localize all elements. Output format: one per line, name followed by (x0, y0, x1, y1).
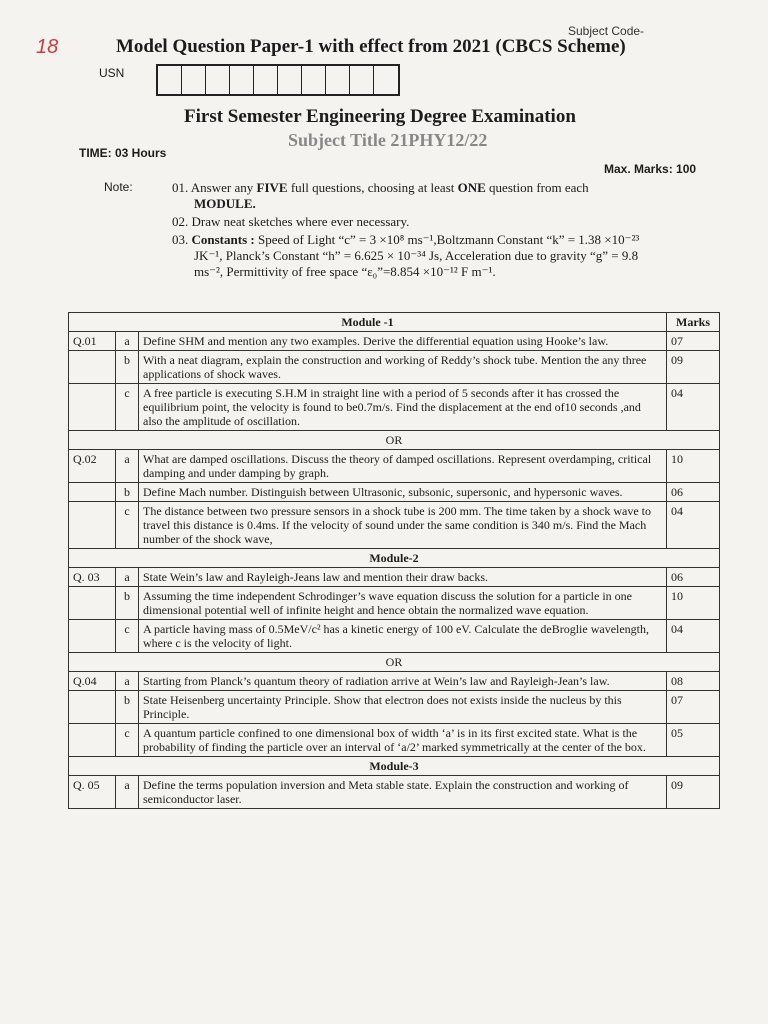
question-number: Q. 05 (69, 776, 116, 809)
module-heading-row (69, 757, 720, 776)
question-text: Starting from Planck’s quantum theory of radiation arrive at Wein’s law and Rayleigh-Jean’s law. (139, 672, 667, 691)
question-marks: 04 (667, 620, 720, 653)
question-text: The distance between two pressure sensors in a shock tube is 200 mm. The time taken by a shock wave to travel this distance is 0.4ms. If the velocity of sound under the same condition is 340 m/s. Find the Mach number of the shock wave, (139, 502, 667, 549)
question-number (69, 620, 116, 653)
module-heading-row (69, 313, 720, 332)
question-number (69, 483, 116, 502)
question-marks: 05 (667, 724, 720, 757)
question-row (69, 587, 720, 620)
question-row (69, 351, 720, 384)
question-row (69, 691, 720, 724)
module-heading: Module-2 (69, 549, 720, 568)
question-number (69, 384, 116, 431)
subject-code-label: Subject Code- (568, 24, 645, 38)
question-text: Define SHM and mention any two examples. Derive the differential equation using Hooke’s law. (139, 332, 667, 351)
sub-question-letter: a (116, 672, 139, 691)
question-number (69, 691, 116, 724)
question-text: A free particle is executing S.H.M in straight line with a period of 5 seconds after it has crossed the equilibrium point, the velocity is found to be0.7m/s. Find the displacement at the end of10 seconds ,and also the amplitude of oscillation. (139, 384, 667, 431)
question-row (69, 332, 720, 351)
usn-digit-box (350, 66, 374, 94)
question-number (69, 502, 116, 549)
usn-digit-box (182, 66, 206, 94)
exam-duration: TIME: 03 Hours (79, 146, 167, 160)
question-number: Q.01 (69, 332, 116, 351)
question-marks: 09 (667, 776, 720, 809)
question-marks: 06 (667, 483, 720, 502)
question-number: Q.04 (69, 672, 116, 691)
instruction-3: 03. Constants : Speed of Light “c” = 3 ×10⁸ ms⁻¹,Boltzmann Constant “k” = 1.38 ×10⁻²³ JK⁻¹, Planck’s Constant “h” = 6.625 × 10⁻³⁴ Js, Acceleration due to gravity “g” = 9.8 ms⁻², Permittivity of free space “ε₀”=8.854 ×10⁻¹² F m⁻¹. (172, 232, 640, 279)
question-text: What are damped oscillations. Discuss the theory of damped oscillations. Represent overdamping, critical damping and under damping by graph. (139, 450, 667, 483)
module-heading-row (69, 549, 720, 568)
sub-question-letter: a (116, 568, 139, 587)
question-text: With a neat diagram, explain the construction and working of Reddy’s shock tube. Mention the any three applications of shock waves. (139, 351, 667, 384)
question-row (69, 776, 720, 809)
module-heading: Module -1 (69, 313, 667, 332)
question-text: Define the terms population inversion and Meta stable state. Explain the construction and working of semiconductor laser. (139, 776, 667, 809)
usn-digit-box (374, 66, 398, 94)
sub-question-letter: a (116, 776, 139, 809)
question-row (69, 724, 720, 757)
question-number (69, 587, 116, 620)
question-number: Q.02 (69, 450, 116, 483)
question-marks: 06 (667, 568, 720, 587)
sub-question-letter: c (116, 620, 139, 653)
question-text: Define Mach number. Distinguish between Ultrasonic, subsonic, supersonic, and hypersonic waves. (139, 483, 667, 502)
question-marks: 10 (667, 587, 720, 620)
exam-title: First Semester Engineering Degree Examination (184, 106, 576, 127)
usn-digit-box (158, 66, 182, 94)
question-marks: 04 (667, 502, 720, 549)
or-divider: OR (69, 431, 720, 450)
paper-heading: Model Question Paper-1 with effect from 2021 (CBCS Scheme) (116, 36, 626, 57)
question-row (69, 672, 720, 691)
question-row (69, 620, 720, 653)
question-marks: 08 (667, 672, 720, 691)
usn-digit-box (302, 66, 326, 94)
question-number (69, 724, 116, 757)
usn-digit-box (206, 66, 230, 94)
sub-question-letter: b (116, 483, 139, 502)
usn-box-grid (156, 64, 400, 96)
question-marks: 07 (667, 332, 720, 351)
question-text: Assuming the time independent Schrodinger’s wave equation discuss the solution for a particle in one dimensional potential well of infinite height and hence obtain the normalized wave equation. (139, 587, 667, 620)
max-marks: Max. Marks: 100 (604, 162, 697, 176)
handwritten-page-number: 18 (36, 36, 59, 58)
usn-digit-box (278, 66, 302, 94)
question-marks: 04 (667, 384, 720, 431)
usn-label: USN (99, 66, 125, 80)
question-marks: 07 (667, 691, 720, 724)
usn-digit-box (254, 66, 278, 94)
sub-question-letter: b (116, 351, 139, 384)
note-label: Note: (104, 180, 133, 194)
marks-column-header: Marks (667, 313, 720, 332)
question-row (69, 483, 720, 502)
or-divider-row (69, 653, 720, 672)
question-row (69, 384, 720, 431)
question-row (69, 450, 720, 483)
subject-title: Subject Title 21PHY12/22 (288, 130, 488, 150)
question-marks: 10 (667, 450, 720, 483)
sub-question-letter: c (116, 502, 139, 549)
usn-digit-box (230, 66, 254, 94)
usn-digit-box (326, 66, 350, 94)
or-divider: OR (69, 653, 720, 672)
question-text: A particle having mass of 0.5MeV/c² has a kinetic energy of 100 eV. Calculate the deBroglie wavelength, where c is the velocity of light. (139, 620, 667, 653)
question-number: Q. 03 (69, 568, 116, 587)
question-text: State Heisenberg uncertainty Principle. Show that electron does not exists inside the nucleus by this Principle. (139, 691, 667, 724)
or-divider-row (69, 431, 720, 450)
question-table (68, 312, 720, 809)
sub-question-letter: a (116, 332, 139, 351)
instruction-1: 01. Answer any FIVE full questions, choosing at least ONE question from each MODULE. (172, 180, 589, 211)
question-number (69, 351, 116, 384)
question-row (69, 568, 720, 587)
sub-question-letter: a (116, 450, 139, 483)
question-marks: 09 (667, 351, 720, 384)
instruction-2: 02. Draw neat sketches where ever necessary. (172, 214, 410, 229)
question-text: A quantum particle confined to one dimensional box of width ‘a’ is in its first excited state. What is the probability of finding the particle over an interval of ‘a/2’ marked symmetrically at the center of the box. (139, 724, 667, 757)
sub-question-letter: b (116, 587, 139, 620)
question-row (69, 502, 720, 549)
question-text: State Wein’s law and Rayleigh-Jeans law and mention their draw backs. (139, 568, 667, 587)
sub-question-letter: c (116, 384, 139, 431)
module-heading: Module-3 (69, 757, 720, 776)
sub-question-letter: b (116, 691, 139, 724)
instructions (172, 180, 732, 282)
sub-question-letter: c (116, 724, 139, 757)
